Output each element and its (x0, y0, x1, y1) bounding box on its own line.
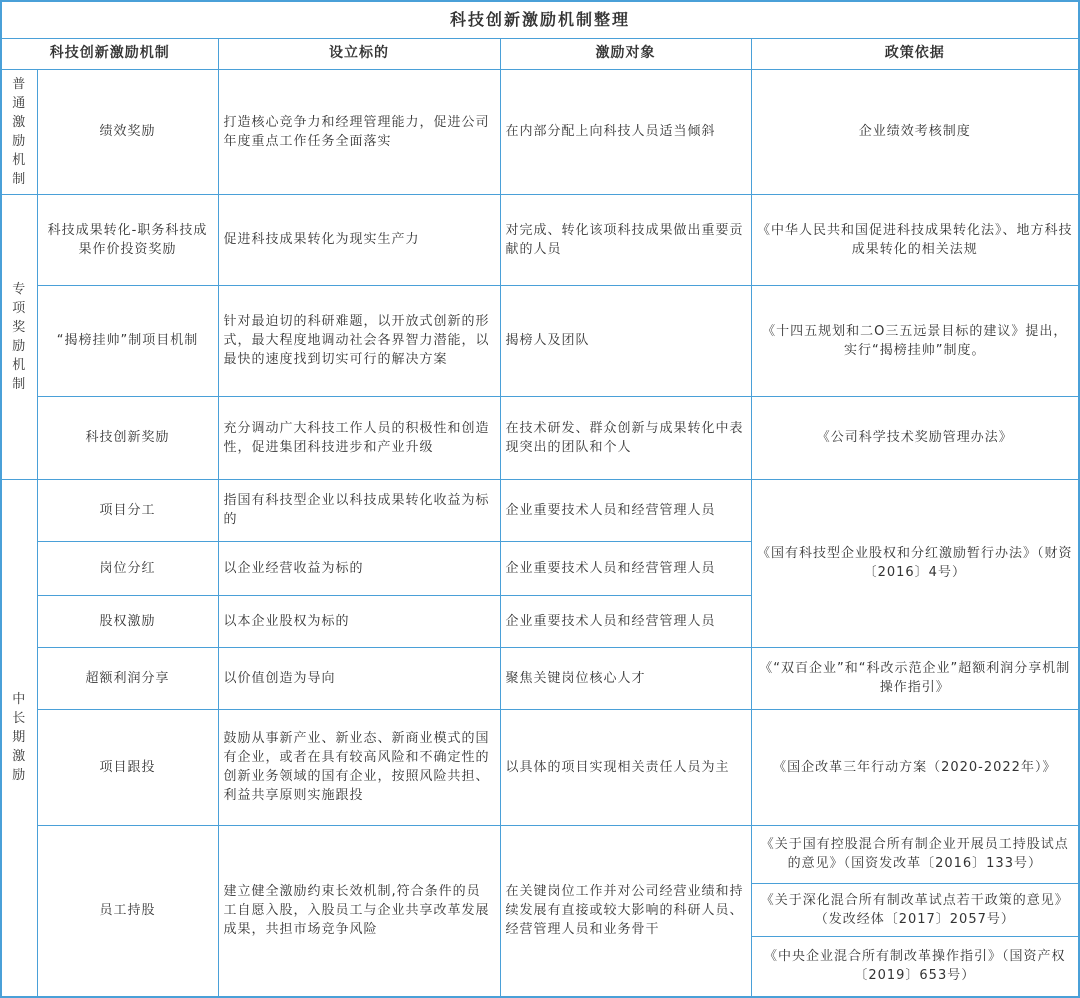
policy-cell: 《国企改革三年行动方案（2020-2022年）》 (751, 709, 1079, 825)
recipients-cell: 在技术研发、群众创新与成果转化中表现突出的团队和个人 (500, 396, 751, 479)
recipients-cell: 企业重要技术人员和经营管理人员 (500, 595, 751, 647)
policy-cell: 《中华人民共和国促进科技成果转化法》、地方科技成果转化的相关法规 (751, 194, 1079, 285)
target-cell: 以企业经营收益为标的 (218, 541, 500, 595)
policy-cell-shared: 《国有科技型企业股权和分红激励暂行办法》（财资〔2016〕4号） (751, 479, 1079, 647)
mechanism-cell: 员工持股 (37, 825, 218, 997)
table-row (1, 647, 1079, 709)
mechanism-cell: 超额利润分享 (37, 647, 218, 709)
target-cell: 打造核心竞争力和经理管理能力，促进公司年度重点工作任务全面落实 (218, 69, 500, 194)
table-title: 科技创新激励机制整理 (1, 1, 1079, 38)
recipients-cell: 在关键岗位工作并对公司经营业绩和持续发展有直接或较大影响的科研人员、经营管理人员和业务骨干 (500, 825, 751, 997)
policy-cell: 《“双百企业”和“科改示范企业”超额利润分享机制操作指引》 (751, 647, 1079, 709)
recipients-cell: 企业重要技术人员和经营管理人员 (500, 479, 751, 541)
policy-cell: 企业绩效考核制度 (751, 69, 1079, 194)
header-mechanism: 科技创新激励机制 (1, 38, 218, 69)
target-cell: 针对最迫切的科研难题，以开放式创新的形式，最大程度地调动社会各界智力潜能，以最快的速度找到切实可行的解决方案 (218, 285, 500, 396)
policy-cell: 《中央企业混合所有制改革操作指引》（国资产权〔2019〕653号） (751, 936, 1079, 997)
table-row (1, 69, 1079, 194)
policy-cell: 《公司科学技术奖励管理办法》 (751, 396, 1079, 479)
policy-cell: 《十四五规划和二O三五远景目标的建议》提出，实行“揭榜挂帅”制度。 (751, 285, 1079, 396)
target-cell: 指国有科技型企业以科技成果转化收益为标的 (218, 479, 500, 541)
category-special: 专项奖励机制 (1, 194, 37, 479)
target-cell: 建立健全激励约束长效机制,符合条件的员工自愿入股，入股员工与企业共享改革发展成果，共担市场竞争风险 (218, 825, 500, 997)
target-cell: 以价值创造为导向 (218, 647, 500, 709)
category-longterm: 中长期激励 (1, 479, 37, 997)
target-cell: 鼓励从事新产业、新业态、新商业模式的国有企业，或者在具有较高风险和不确定性的创新业务领域的国有企业，按照风险共担、利益共享原则实施跟投 (218, 709, 500, 825)
header-row (1, 38, 1079, 69)
table-row (1, 396, 1079, 479)
mechanism-cell: “揭榜挂帅”制项目机制 (37, 285, 218, 396)
table-row (1, 194, 1079, 285)
recipients-cell: 揭榜人及团队 (500, 285, 751, 396)
header-target: 设立标的 (218, 38, 500, 69)
mechanism-cell: 项目跟投 (37, 709, 218, 825)
category-normal: 普通激励机制 (1, 69, 37, 194)
mechanism-cell: 科技成果转化-职务科技成果作价投资奖励 (37, 194, 218, 285)
target-cell: 以本企业股权为标的 (218, 595, 500, 647)
mechanism-cell: 绩效奖励 (37, 69, 218, 194)
table-row (1, 709, 1079, 825)
recipients-cell: 企业重要技术人员和经营管理人员 (500, 541, 751, 595)
header-recipients: 激励对象 (500, 38, 751, 69)
table-row (1, 479, 1079, 541)
mechanism-cell: 岗位分红 (37, 541, 218, 595)
target-cell: 促进科技成果转化为现实生产力 (218, 194, 500, 285)
target-cell: 充分调动广大科技工作人员的积极性和创造性，促进集团科技进步和产业升级 (218, 396, 500, 479)
recipients-cell: 在内部分配上向科技人员适当倾斜 (500, 69, 751, 194)
policy-cell: 《关于国有控股混合所有制企业开展员工持股试点的意见》（国资发改革〔2016〕133号） (751, 825, 1079, 883)
header-policy: 政策依据 (751, 38, 1079, 69)
recipients-cell: 对完成、转化该项科技成果做出重要贡献的人员 (500, 194, 751, 285)
mechanism-cell: 项目分工 (37, 479, 218, 541)
recipients-cell: 聚焦关键岗位核心人才 (500, 647, 751, 709)
table-row (1, 825, 1079, 883)
title-row (1, 1, 1079, 38)
recipients-cell: 以具体的项目实现相关责任人员为主 (500, 709, 751, 825)
mechanism-cell: 股权激励 (37, 595, 218, 647)
mechanism-cell: 科技创新奖励 (37, 396, 218, 479)
table-row (1, 285, 1079, 396)
policy-cell: 《关于深化混合所有制改革试点若干政策的意见》（发改经体〔2017〕2057号） (751, 883, 1079, 936)
